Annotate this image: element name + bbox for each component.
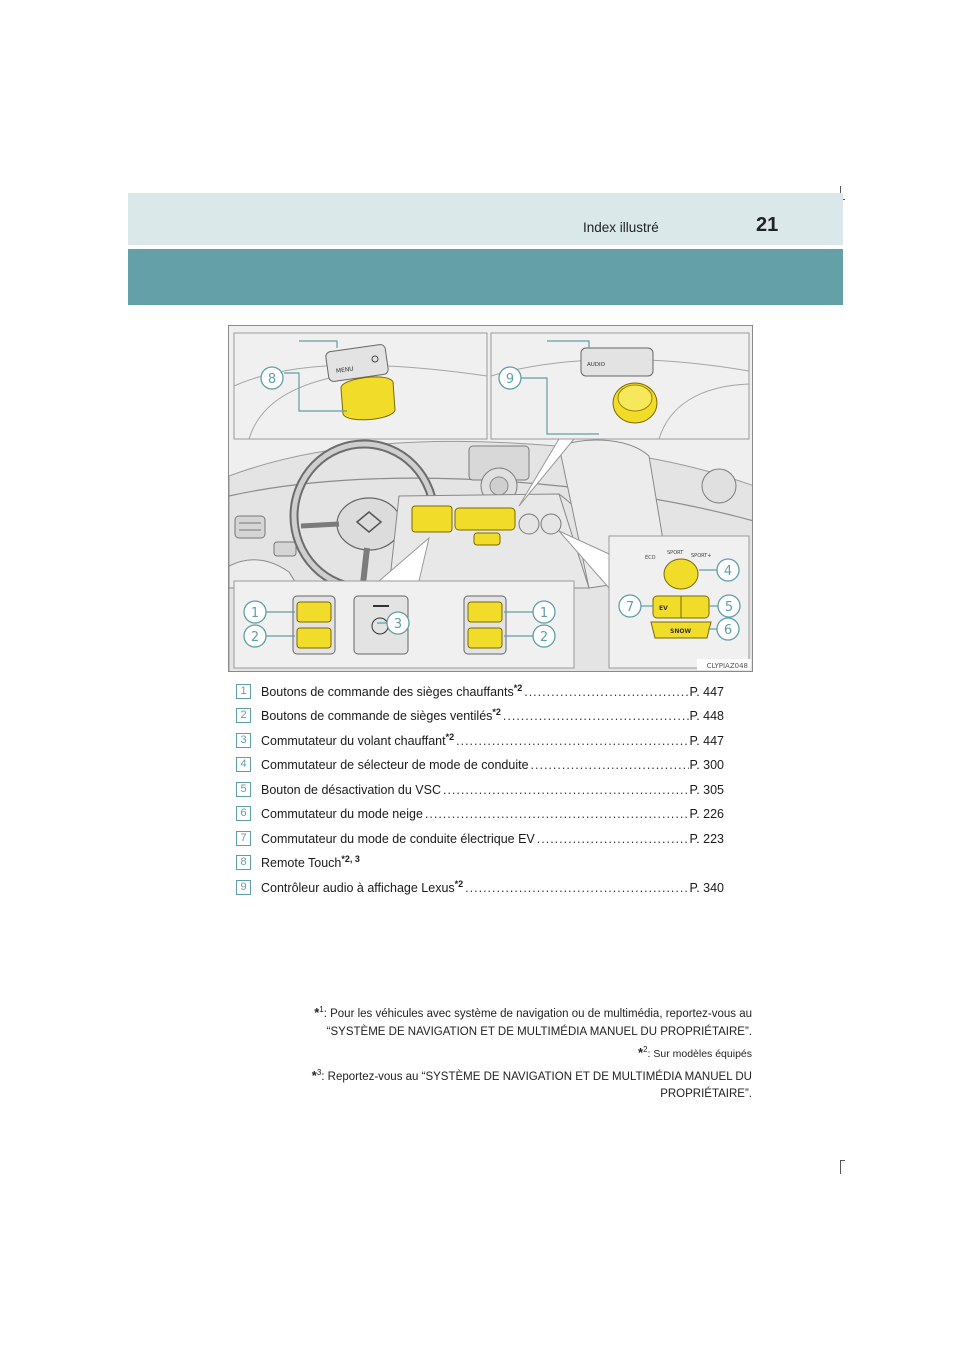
legend-label: Boutons de commande des sièges chauffants$^{*2}$ [261,682,523,699]
snow-button-label: SNOW [670,628,692,635]
legend-item [236,872,724,897]
legend-item [236,701,724,726]
legend-item [236,799,724,824]
footnote-3-continued: PROPRIÉTAIRE”. [660,1088,752,1100]
leader-dots [441,783,689,799]
legend-item [236,676,724,701]
svg-text:8: 8 [267,372,277,387]
legend-number: 7 [236,831,251,846]
header-band [128,193,843,245]
svg-text:2: 2 [250,630,260,645]
leader-dots [501,709,690,725]
legend-number: 2 [236,708,251,723]
legend-item [236,725,724,750]
svg-text:1: 1 [250,606,260,621]
leader-dots [522,685,689,701]
menu-button-label: MENU [335,365,355,375]
svg-text:SPORT: SPORT [667,550,684,556]
legend-number: 3 [236,733,251,748]
svg-text:1: 1 [539,606,549,621]
cockpit-illustration [228,325,753,672]
leader-dots [454,734,689,750]
svg-text:4: 4 [723,564,733,579]
footnote-mark: *2 [492,707,501,717]
legend-item [236,848,724,873]
legend-item [236,823,724,848]
section-band [128,249,843,305]
crop-mark [840,1160,841,1174]
legend-number: 4 [236,757,251,772]
legend-label: Remote Touch$^{*2, 3}$ [261,854,360,870]
legend-label: Commutateur du mode de conduite électrique EV [261,831,535,846]
legend-label: Contrôleur audio à affichage Lexus$^{*2}$ [261,878,464,895]
callout-4 [717,559,739,581]
legend-item [236,750,724,775]
callout-1-left [244,601,266,623]
legend-number: 5 [236,782,251,797]
audio-button-label: AUDIO [587,362,605,368]
callout-3 [387,612,409,634]
footnote-mark: *2, 3 [341,854,360,864]
leader-dots [529,758,690,774]
footnote-1: *$^1$: Pour les véhicules avec système de navigation ou de multimédia, reportez-vous au [314,1005,752,1020]
legend-number: 1 [236,684,251,699]
legend-number: 9 [236,880,251,895]
svg-text:SPORT+: SPORT+ [691,553,712,559]
legend-label: Bouton de désactivation du VSC [261,782,441,797]
cockpit-illustration-svg [229,326,753,672]
leader-dots [535,832,690,848]
svg-text:6: 6 [723,623,733,638]
page-number: 21 [756,214,779,236]
legend-item [236,774,724,799]
svg-text:5: 5 [724,600,734,615]
legend-list [236,676,724,897]
footnote-mark: *2 [513,682,523,693]
leader-dots [463,881,689,897]
page-reference[interactable]: P. 226 [689,807,724,821]
callout-2-left [244,625,266,647]
svg-text:9: 9 [505,372,515,387]
svg-text:2: 2 [539,630,549,645]
callout-6 [717,618,739,640]
footnote-2: *$^2$: Sur modèles équipés [638,1045,752,1060]
page-reference[interactable]: P. 340 [689,880,724,895]
callout-1-right [533,601,555,623]
legend-label: Commutateur de sélecteur de mode de conduite [261,758,529,772]
footnote-mark: *2 [454,878,464,889]
page-reference[interactable]: P. 447 [689,684,724,699]
page-reference[interactable]: P. 447 [689,733,724,748]
callout-9 [499,367,521,389]
ev-button-label: EV [659,605,668,612]
legend-number: 8 [236,855,251,870]
page-reference[interactable]: P. 305 [689,782,724,797]
svg-text:3: 3 [393,617,403,632]
callout-8 [261,367,283,389]
callout-2-right [533,625,555,647]
footnote-1-continued: “SYSTÈME DE NAVIGATION ET DE MULTIMÉDIA MANUEL DU PROPRIÉTAIRE”. [326,1025,752,1038]
callout-7 [619,595,641,617]
page-reference[interactable]: P. 223 [689,831,724,846]
footnote-3: *$^3$: Reportez-vous au “SYSTÈME DE NAVIGATION ET DE MULTIMÉDIA MANUEL DU [311,1067,752,1083]
page-reference[interactable]: P. 448 [689,709,724,723]
legend-label: Boutons de commande de sièges ventilés$^{*2}$ [261,707,501,723]
legend-label: Commutateur du volant chauffant$^{*2}$ [261,731,455,748]
footnotes [238,1001,752,1104]
footnote-mark: *2 [445,731,455,742]
svg-text:ECO: ECO [645,555,656,561]
legend-number: 6 [236,806,251,821]
crop-mark [840,1160,845,1161]
header-title: Index illustré [583,220,659,235]
figure-code: CLYPIAZ048 [706,662,748,670]
legend-label: Commutateur du mode neige [261,807,423,821]
callout-5 [718,595,740,617]
svg-text:7: 7 [625,600,635,615]
page-reference[interactable]: P. 300 [689,758,724,772]
leader-dots [423,807,690,823]
